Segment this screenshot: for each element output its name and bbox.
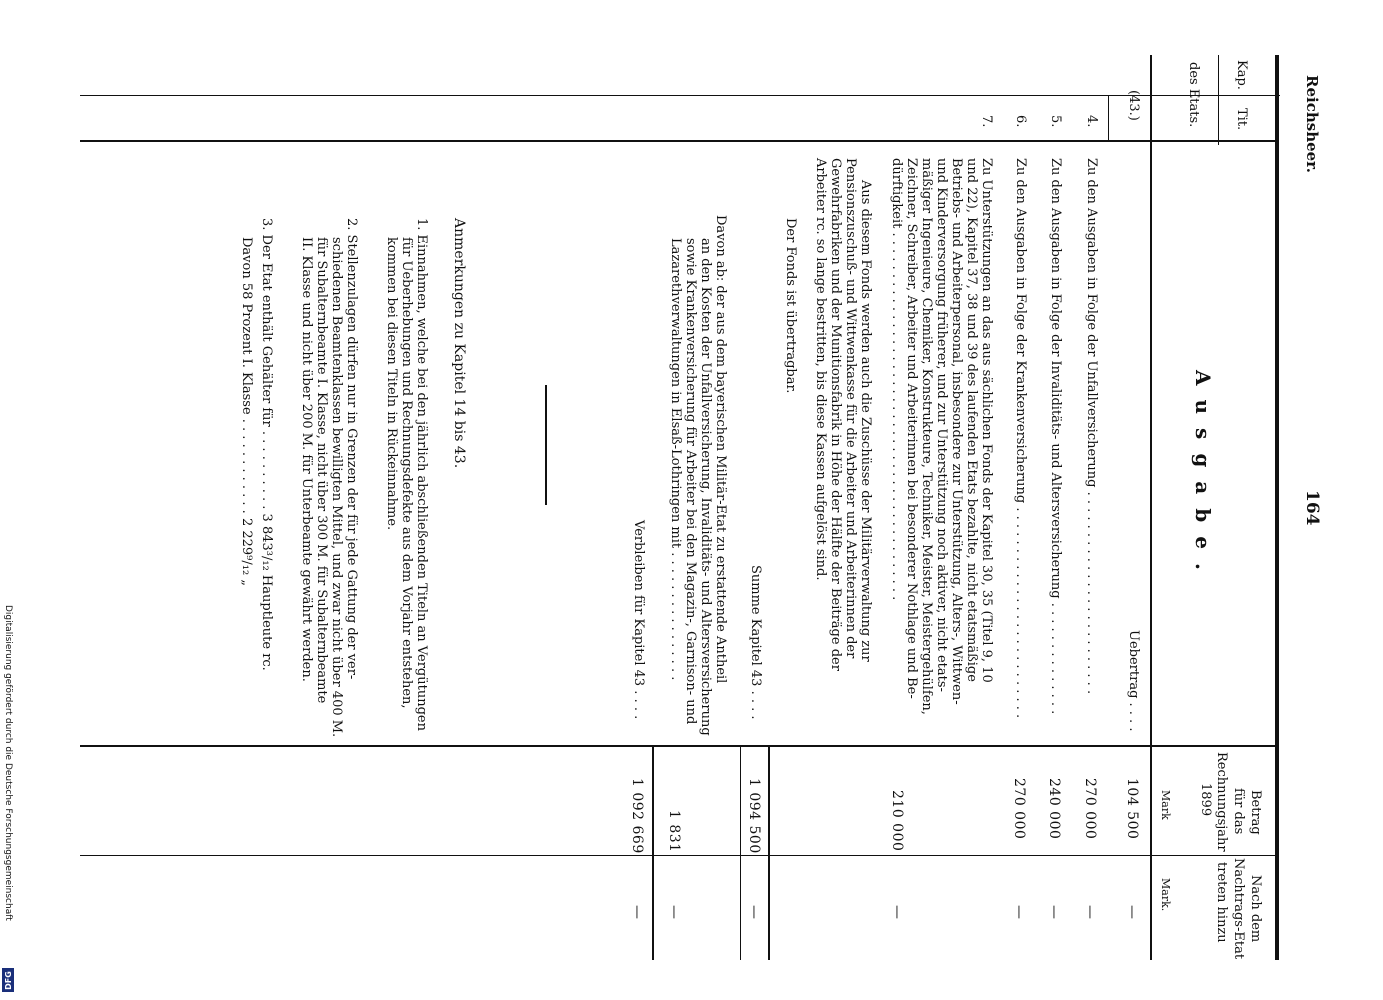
rule-summe-thick: [768, 745, 770, 960]
row-5-text: Zu den Ausgaben in Folge der Invaliditäts- und Altersversicherung . . . . . . . . . . . . . .: [1048, 158, 1063, 715]
chapter-number: (43.): [1126, 90, 1141, 121]
row-7-line-4: und Kinderversorgung früherer, und zur Unterstützung noch aktiver, nicht etats-: [934, 158, 949, 692]
row-6-add: —: [1011, 905, 1027, 920]
uebertrag-text: Uebertrag . . . .: [1126, 630, 1141, 732]
row-7-line-7: dürftigkeit . . . . . . . . . . . . . . . . . . . . . . . . . . . . . . . . . . . . . . . . . . . . .: [889, 158, 904, 601]
summe-text: Summe Kapitel 43 . . . .: [748, 565, 763, 720]
note-1-line-2: für Ueberhebungen und Rechnungsdefekte aus dem Vorjahr entstehen,: [399, 237, 414, 709]
row-7-note-4: Arbeiter rc. so lange bestritten, bis diese Kassen aufgelöst sind.: [813, 158, 828, 581]
row-4-add: —: [1082, 905, 1098, 920]
row-6-tit: 6.: [1013, 115, 1028, 128]
verbleiben-text: Verbleiben für Kapitel 43 . . . .: [631, 520, 646, 720]
notes-title: Anmerkungen zu Kapitel 14 bis 43.: [451, 218, 467, 469]
note-3-line-2: Davon 58 Prozent I. Klasse . . . . . . . . . . . . 2 229⁹/₁₂ „: [239, 237, 254, 587]
davon-amount: 1 831: [666, 810, 682, 853]
row-7-tit: 7.: [979, 115, 994, 128]
sidebar-credit: Digitalisierung gefördert durch die Deutsche Forschungsgemeinschaft: [3, 605, 13, 921]
note-2-line-1: 2. Stellenzulagen dürfen nur in Grenzen der für jede Gattung der ver-: [344, 218, 359, 680]
rule-add-sep: [80, 855, 1275, 856]
note-2-line-4: II. Klasse und nicht über 200 M. für Unterbeamte gewährt werden.: [299, 237, 314, 682]
page-heading: Ausgabe.: [1191, 370, 1215, 584]
rule-header-bottom: [1150, 55, 1152, 960]
row-7-note-3: Gewehrfabriken und der Munitionsfabrik in Höhe der Hälfte der Beiträge der: [828, 158, 843, 671]
row-7-amount: 210 000: [889, 790, 905, 852]
page-number: 164: [1302, 490, 1322, 526]
col-betrag-1: Betrag: [1248, 790, 1263, 835]
col-betrag-3: Rechnungsjahr: [1214, 752, 1229, 852]
row-7-note-1: Aus diesem Fonds werden auch die Zuschüsse der Militärverwaltung zur: [858, 180, 873, 662]
row-7-line-1: Zu Unterstützungen an das aus sächlichen Fonds der Kapitel 30, 35 (Titel 9, 10: [979, 158, 994, 683]
col-kap: Kap.: [1234, 60, 1249, 90]
verbleiben-amount: 1 092 669: [629, 778, 645, 854]
col-betrag-year: 1899: [1198, 783, 1213, 817]
summe-add: —: [746, 905, 762, 920]
rule-kap-left: [1108, 95, 1109, 140]
davon-line-4: Lazarethverwaltungen in Elsaß-Lothringen mit . . . . . . . . . . . . . . . .: [668, 238, 683, 681]
row-7-note-2: Pensionszuschuß- und Wittwenkasse für die Arbeiter und Arbeiterinnen der: [843, 158, 858, 659]
summe-amount: 1 094 500: [746, 778, 762, 854]
row-7-note-5: Der Fonds ist übertragbar.: [783, 218, 798, 394]
col-betrag-2: für das: [1231, 788, 1246, 835]
uebertrag-amount: 104 500: [1124, 778, 1140, 840]
row-5-add: —: [1046, 905, 1062, 920]
row-6-amount: 270 000: [1011, 778, 1027, 840]
rule-amount-sep: [80, 745, 1275, 747]
note-2-line-2: schiedenen Beamtenklassen bewilligten Mittel, und zwar nicht über 400 M.: [329, 237, 344, 738]
davon-line-2: an den Kosten der Unfallversicherung, Invaliditäts- und Altersversicherung: [698, 238, 713, 736]
col-nach-1: Nach dem: [1248, 875, 1263, 943]
rule-top-thick: [1275, 55, 1279, 960]
uebertrag-add: —: [1124, 905, 1140, 920]
rule-verbleiben-thick: [652, 745, 654, 960]
col-nach-2: Nachtrags-Etat: [1231, 858, 1246, 960]
row-4-tit: 4.: [1084, 115, 1099, 128]
row-5-amount: 240 000: [1046, 778, 1062, 840]
davon-add: —: [666, 905, 682, 920]
row-6-text: Zu den Ausgaben in Folge der Krankenversicherung . . . . . . . . . . . . . . . . . . . . . . . . . .: [1013, 158, 1028, 719]
rule-divider-notes: [545, 385, 547, 505]
rule-kap-tit-sep: [80, 140, 1275, 142]
rule-tit-col: [1218, 55, 1219, 145]
davon-line-3: sowie Krankenversicherung für Arbeiter bei den Magazin-, Garnison- und: [683, 238, 698, 725]
note-1-line-1: 1. Einnahmen, welche bei den jährlich abschließenden Titeln an Vergütungen: [414, 218, 429, 731]
row-7-line-2: und 22), Kapitel 37, 38 und 39 des laufenden Etats bezahlte, nicht etatsmäßige: [964, 158, 979, 682]
dfg-logo: DFG: [2, 968, 14, 992]
row-5-tit: 5.: [1048, 115, 1063, 128]
note-3-line-1: 3. Der Etat enthält Gehälter für . . . . . . . . . . 3 843³/₁₂ Hauptleute rc.: [259, 218, 274, 671]
davon-line-1: Davon ab: der aus dem bayerischen Militär-Etat zu erstattende Antheil: [713, 215, 728, 684]
row-4-text: Zu den Ausgaben in Folge der Unfallversicherung . . . . . . . . . . . . . . . . . . . . . . . . .: [1084, 158, 1099, 695]
unit-mark-2: Mark.: [1159, 878, 1172, 912]
row-4-amount: 270 000: [1082, 778, 1098, 840]
unit-mark: Mark: [1159, 790, 1172, 820]
row-7-line-5: mäßiger Ingenieure, Chemiker, Konstrukteure, Techniker, Meister, Meistergehülfen,: [919, 158, 934, 715]
row-7-line-3: Betriebs- und Arbeiterpersonal, insbesondere zur Unterstützung, Alters-, Wittwen-: [949, 158, 964, 705]
col-tit: Tit.: [1234, 108, 1249, 131]
rule-summe-thin: [740, 745, 741, 960]
row-7-line-6: Zeichner, Schreiber, Arbeiter und Arbeiterinnen bei besonderer Nothlage und Be-: [904, 158, 919, 699]
verbleiben-add: —: [629, 905, 645, 920]
note-1-line-3: kommen bei diesen Titeln in Rückeinnahme.: [384, 237, 399, 531]
rule-left: [80, 95, 1280, 96]
row-7-add: —: [889, 905, 905, 920]
col-nach-3: treten hinzu: [1214, 862, 1229, 943]
note-2-line-3: für Subalternbeamte I. Klasse, nicht über 300 M. für Subalternbeamte: [314, 237, 329, 704]
col-des-etats: des Etats.: [1186, 62, 1201, 128]
section-title: Reichsheer.: [1303, 75, 1321, 173]
